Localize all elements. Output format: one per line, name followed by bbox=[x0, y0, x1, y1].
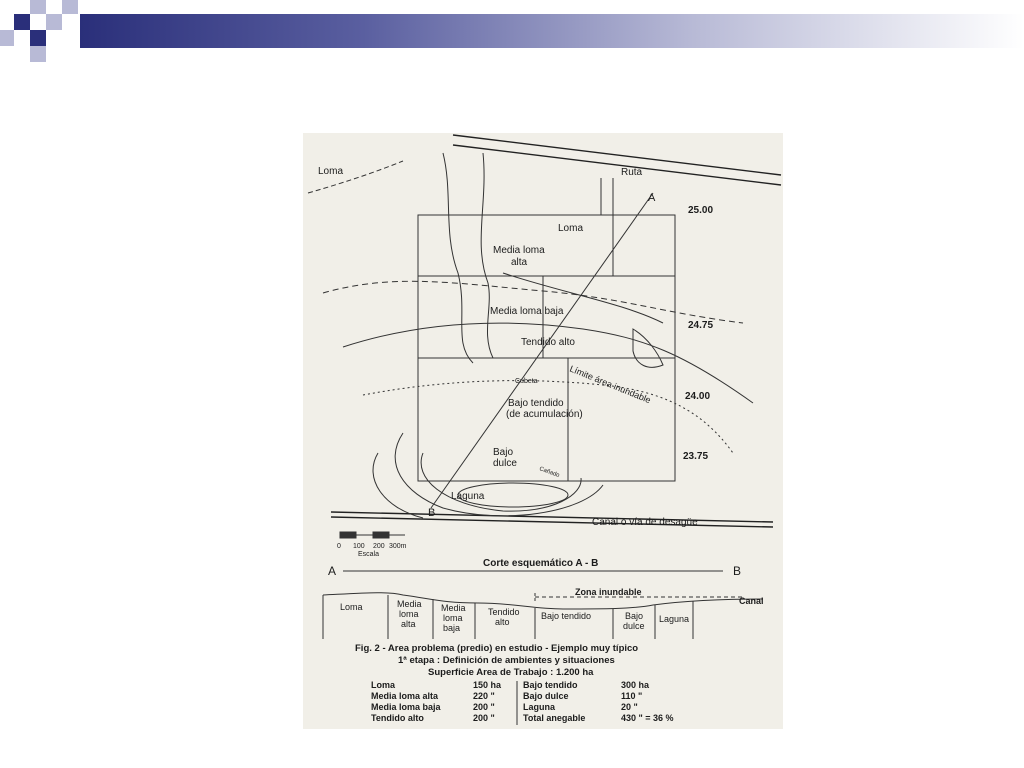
map-label-b: B bbox=[428, 507, 436, 519]
header-square-3 bbox=[46, 14, 62, 30]
road bbox=[453, 135, 781, 185]
caption-left-value-1: 150 ha bbox=[473, 680, 502, 690]
section-profile bbox=[323, 571, 763, 639]
drainage-features bbox=[373, 153, 603, 518]
caption-line-3: Superficie Area de Trabajo : 1.200 ha bbox=[428, 667, 594, 678]
map-label-media-loma-alta-1: Media loma bbox=[493, 245, 545, 256]
header-square-5 bbox=[62, 0, 78, 14]
section-label-b: B bbox=[733, 564, 742, 578]
section-cell-mla-3: alta bbox=[401, 619, 416, 629]
section-cell-ta-1: Tendido bbox=[488, 607, 520, 617]
section-cell-loma: Loma bbox=[340, 602, 363, 612]
scale-tick-300: 300m bbox=[389, 543, 407, 550]
header-square-2 bbox=[30, 0, 46, 14]
scale-label: Escala bbox=[358, 551, 380, 558]
map-label-cubeta: Cubeta bbox=[515, 378, 538, 385]
map-label-media-loma-baja: Media loma baja bbox=[490, 306, 564, 317]
map-label-laguna: Laguna bbox=[451, 491, 485, 502]
section-cell-bd-1: Bajo bbox=[625, 611, 644, 621]
caption-right-name-3: Laguna bbox=[523, 702, 556, 712]
caption-left-name-3: Media loma baja bbox=[371, 702, 441, 712]
map-label-canal: Canal o vía de desagüe bbox=[592, 517, 698, 528]
property-grid bbox=[418, 178, 675, 481]
map-label-loma: Loma bbox=[558, 223, 584, 234]
section-cell-mlb-1: Media bbox=[441, 603, 466, 613]
section-cell-mla-2: loma bbox=[399, 609, 419, 619]
section-line-a-b bbox=[431, 193, 653, 508]
header-square-4 bbox=[30, 30, 46, 46]
scale-tick-0: 0 bbox=[337, 543, 341, 550]
map-label-bajo-dulce-2: dulce bbox=[493, 458, 517, 469]
caption-right-value-3: 20 " bbox=[621, 702, 638, 712]
caption-left-value-2: 220 " bbox=[473, 691, 495, 701]
caption-right-value-1: 300 ha bbox=[621, 680, 650, 690]
contour-label-3: 24.00 bbox=[685, 391, 711, 402]
section-cell-laguna: Laguna bbox=[659, 614, 690, 624]
caption-right-name-2: Bajo dulce bbox=[523, 691, 569, 701]
caption-right-value-4: 430 " = 36 % bbox=[621, 713, 674, 723]
caption-right-name-4: Total anegable bbox=[523, 713, 586, 723]
map-label-a: A bbox=[648, 192, 656, 204]
section-cell-bd-2: dulce bbox=[623, 621, 645, 631]
section-title: Corte esquemático A - B bbox=[483, 558, 599, 569]
header-square-6 bbox=[30, 46, 46, 62]
map-label-canado: Cañado bbox=[538, 466, 561, 480]
caption-left-name-2: Media loma alta bbox=[371, 691, 439, 701]
map-label-limite: Límite área inundable bbox=[568, 363, 653, 406]
contour-label-1: 25.00 bbox=[688, 205, 714, 216]
section-cell-ta-2: alto bbox=[495, 617, 510, 627]
section-cell-mlb-2: loma bbox=[443, 613, 463, 623]
caption-left-value-4: 200 " bbox=[473, 713, 495, 723]
contour-label-2: 24.75 bbox=[688, 320, 714, 331]
section-cell-bajo-tendido: Bajo tendido bbox=[541, 611, 592, 621]
map-label-bajo-tendido-2: (de acumulación) bbox=[506, 409, 583, 420]
section-canal: Canal bbox=[739, 596, 764, 606]
caption-line-1: Fig. 2 - Area problema (predio) en estudio - Ejemplo muy típico bbox=[355, 643, 639, 654]
scale-tick-200: 200 bbox=[373, 543, 385, 550]
caption-right-name-1: Bajo tendido bbox=[523, 680, 578, 690]
map-label-loma-left: Loma bbox=[318, 166, 344, 177]
canal-line bbox=[331, 512, 773, 527]
section-cell-mla-1: Media bbox=[397, 599, 422, 609]
map-label-ruta: Ruta bbox=[621, 167, 643, 178]
scale-tick-100: 100 bbox=[353, 543, 365, 550]
scanned-figure bbox=[303, 133, 783, 729]
map-label-bajo-tendido-1: Bajo tendido bbox=[508, 398, 564, 409]
caption-left-value-3: 200 " bbox=[473, 702, 495, 712]
section-label-a: A bbox=[328, 564, 337, 578]
scale-bar bbox=[340, 532, 405, 538]
caption-left-name-1: Loma bbox=[371, 680, 396, 690]
map-label-bajo-dulce-1: Bajo bbox=[493, 447, 514, 458]
section-cell-mlb-3: baja bbox=[443, 623, 461, 633]
map-label-tendido-alto: Tendido alto bbox=[521, 337, 575, 348]
header-gradient-band bbox=[80, 14, 1024, 48]
map-label-media-loma-alta-2: alta bbox=[511, 257, 528, 268]
caption-left-name-4: Tendido alto bbox=[371, 713, 424, 723]
header-square-1 bbox=[14, 14, 30, 30]
section-zona-inundable: Zona inundable bbox=[575, 587, 642, 597]
header-square-7 bbox=[0, 30, 14, 46]
contour-label-4: 23.75 bbox=[683, 451, 709, 462]
caption-line-2: 1ª etapa : Definición de ambientes y situaciones bbox=[398, 655, 615, 666]
map-figure-svg bbox=[303, 133, 783, 729]
caption-right-value-2: 110 " bbox=[621, 691, 643, 701]
